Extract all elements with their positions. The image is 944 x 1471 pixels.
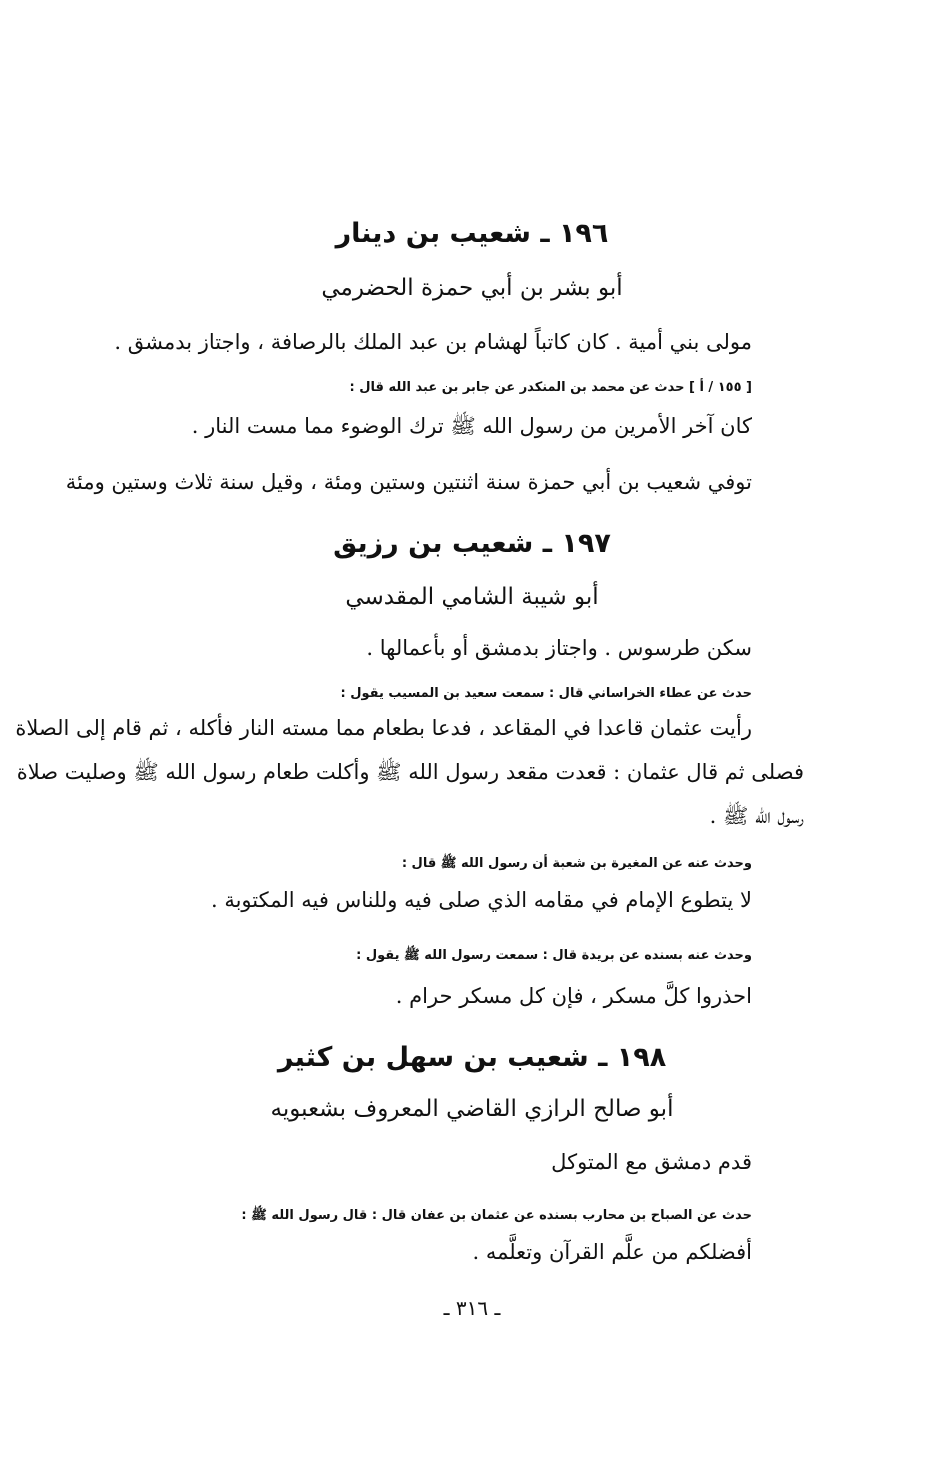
entry-isnad: وحدث عنه عن المغيرة بن شعبة أن رسول الله ﷺ قال : — [401, 856, 752, 871]
entry-title: ١٩٨ ـ شعيب بن سهل بن كثير — [277, 1042, 667, 1073]
entry-isnad: حدث عن عطاء الخراساني قال : سمعت سعيد بن المسيب يقول : — [340, 686, 752, 701]
entry-hadith: أفضلكم من علَّم القرآن وتعلَّمه . — [472, 1240, 752, 1264]
entry-kunya: أبو بشر بن أبي حمزة الحضرمي — [321, 275, 623, 301]
entry-hadith-line: رسول الله ﷺ . — [709, 804, 804, 828]
entry-kunya: أبو صالح الرازي القاضي المعروف بشعبويه — [270, 1096, 674, 1122]
entry-hadith: كان آخر الأمرين من رسول الله ﷺ ترك الوضوء مما مست النار . — [191, 414, 752, 438]
entry-hadith: احذروا كلَّ مسكر ، فإن كل مسكر حرام . — [395, 984, 752, 1008]
entry-bio: مولى بني أمية . كان كاتباً لهشام بن عبد الملك بالرصافة ، واجتاز بدمشق . — [114, 330, 752, 354]
entry-kunya: أبو شيبة الشامي المقدسي — [345, 584, 599, 610]
entry-isnad: [ ١٥٥ / أ ] حدث عن محمد بن المنكدر عن جابر بن عبد الله قال : — [349, 380, 752, 395]
entry-isnad: وحدث عنه بسنده عن بريدة قال : سمعت رسول الله ﷺ يقول : — [356, 948, 752, 963]
entry-title: ١٩٧ ـ شعيب بن رزيق — [333, 528, 611, 559]
entry-bio: قدم دمشق مع المتوكل — [551, 1150, 752, 1174]
page-number: ـ ٣١٦ ـ — [443, 1296, 501, 1320]
entry-title: ١٩٦ ـ شعيب بن دينار — [335, 218, 609, 249]
entry-hadith: لا يتطوع الإمام في مقامه الذي صلى فيه وللناس فيه المكتوبة . — [210, 888, 752, 912]
entry-isnad: حدث عن الصباح بن محارب بسنده عن عثمان بن عفان قال : قال رسول الله ﷺ : — [241, 1208, 752, 1223]
entry-bio: سكن طرسوس . واجتاز بدمشق أو بأعمالها . — [366, 636, 752, 660]
entry-hadith-line: رأيت عثمان قاعدا في المقاعد ، فدعا بطعام مما مسته النار فأكله ، ثم قام إلى الصلاة — [15, 716, 752, 740]
entry-hadith-line: فصلى ثم قال عثمان : قعدت مقعد رسول الله ﷺ وأكلت طعام رسول الله ﷺ وصليت صلاة — [16, 760, 804, 784]
entry-death: توفي شعيب بن أبي حمزة سنة اثنتين وستين ومئة ، وقيل سنة ثلاث وستين ومئة — [65, 470, 752, 494]
